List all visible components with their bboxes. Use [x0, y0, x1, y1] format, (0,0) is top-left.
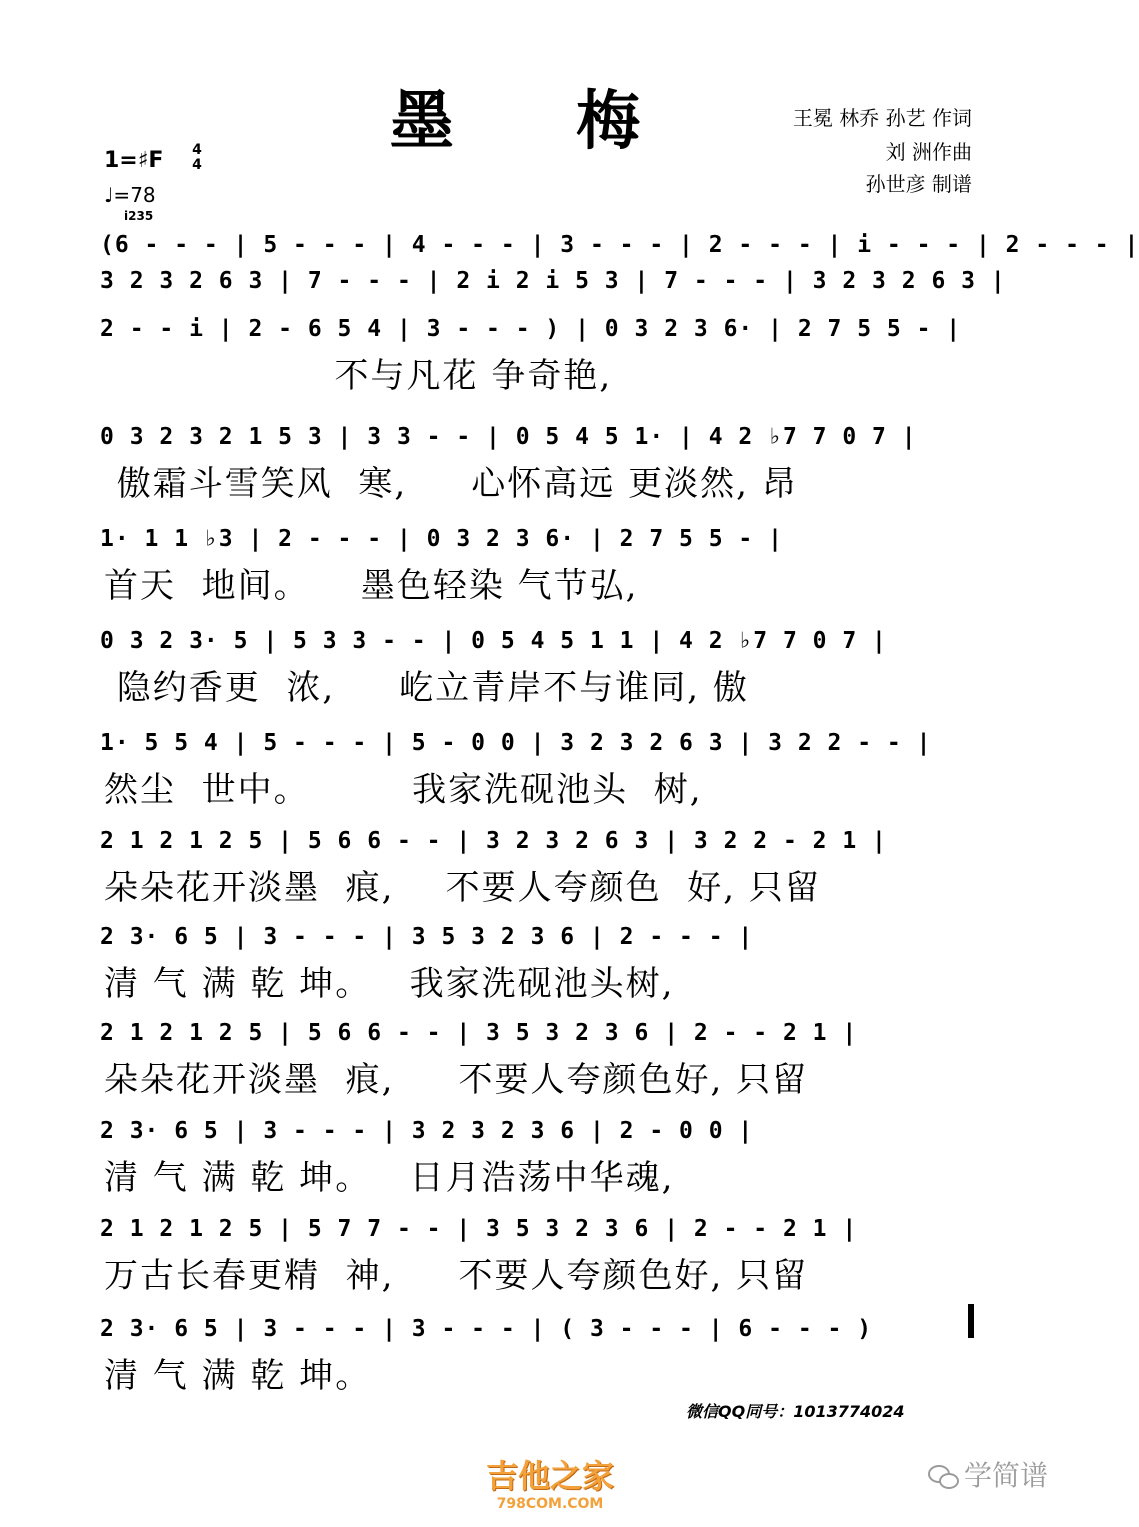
lyric-row: 傲霜斗雪笑风 寒, 心怀高远 更淡然, 昂	[104, 464, 798, 504]
notation-row: 2 1 2 1 2 5 | 5 6 6 - - | 3 5 3 2 3 6 | 2 - - 2 1 |	[100, 1020, 858, 1046]
lyric-row: 首天 地间。 墨色轻染 气节弘,	[104, 566, 639, 606]
notation-row: 1· 1 1 ♭3 | 2 - - - | 0 3 2 3 6· | 2 7 5 5 - |	[100, 526, 783, 552]
lyric-row: 不与凡花 争奇艳,	[104, 356, 613, 396]
notation-row: 2 3· 6 5 | 3 - - - | 3 5 3 2 3 6 | 2 - - - |	[100, 924, 754, 950]
notation-row: 2 3· 6 5 | 3 - - - | 3 - - - | ( 3 - - - | 6 - - - )	[100, 1316, 873, 1342]
lyric-row: 清 气 满 乾 坤。	[104, 1356, 372, 1396]
lyric-row: 万古长春更精 神, 不要人夸颜色好, 只留	[104, 1256, 809, 1296]
notation-row: 0 3 2 3· 5 | 5 3 3 - - | 0 5 4 5 1 1 | 4 2 ♭7 7 0 7 |	[100, 628, 887, 654]
time-signature	[188, 143, 206, 173]
notation-row: 3 2 3 2 6 3 | 7 - - - | 2 i 2 i 5 3 | 7 - - - | 3 2 3 2 6 3 |	[100, 268, 1006, 294]
lyric-row: 朵朵花开淡墨 痕, 不要人夸颜色好, 只留	[104, 1060, 809, 1100]
notation-row: 2 1 2 1 2 5 | 5 6 6 - - | 3 2 3 2 6 3 | 3 2 2 - 2 1 |	[100, 828, 887, 854]
arranger-credit: 孙世彦 制谱	[865, 172, 972, 196]
tempo-marking: ♩=78	[104, 183, 156, 207]
contact-info: 微信QQ同号：1013774024	[686, 1402, 905, 1421]
lyric-row: 清 气 满 乾 坤。 日月浩荡中华魂,	[104, 1158, 675, 1198]
lyric-row: 隐约香更 浓, 屹立青岸不与谁同, 傲	[104, 668, 749, 708]
notation-row: 2 3· 6 5 | 3 - - - | 3 2 3 2 3 6 | 2 - 0 0 |	[100, 1118, 754, 1144]
lyric-row: 然尘 世中。 我家洗砚池头 树,	[104, 770, 703, 810]
meter-top: 4	[192, 142, 202, 158]
notation-row: 1· 5 5 4 | 5 - - - | 5 - 0 0 | 3 2 3 2 6 3 | 3 2 2 - - |	[100, 730, 932, 756]
brand-watermark: 吉他之家	[485, 1457, 614, 1495]
wechat-icon	[928, 1463, 958, 1489]
lyric-row: 朵朵花开淡墨 痕, 不要人夸颜色 好, 只留	[104, 868, 821, 908]
notation-row: 2 1 2 1 2 5 | 5 7 7 - - | 3 5 3 2 3 6 | 2 - - 2 1 |	[100, 1216, 858, 1242]
composer-credit: 刘 洲作曲	[885, 140, 972, 164]
notation-row: (6 - - - | 5 - - - | 4 - - - | 3 - - - | 2 - - - | i - - - | 2 - - - |	[100, 232, 1139, 258]
final-barline	[968, 1304, 974, 1338]
brand-url: 798COM.COM	[496, 1496, 604, 1512]
wechat-label: 学简谱	[964, 1459, 1049, 1492]
wechat-badge	[928, 1458, 1048, 1494]
meter-bottom: 4	[192, 157, 202, 173]
grace-notes: i235	[124, 209, 154, 223]
notation-row: 2 - - i | 2 - 6 5 4 | 3 - - - ) | 0 3 2 3 6· | 2 7 5 5 - |	[100, 316, 962, 342]
key-signature: 1=♯F	[104, 148, 164, 173]
lyricist-credit: 王冕 林乔 孙艺 作词	[792, 106, 972, 130]
lyric-row: 清 气 满 乾 坤。 我家洗砚池头树,	[104, 964, 675, 1004]
page-title: 墨 梅	[389, 84, 691, 159]
notation-row: 0 3 2 3 2 1 5 3 | 3 3 - - | 0 5 4 5 1· | 4 2 ♭7 7 0 7 |	[100, 424, 917, 450]
